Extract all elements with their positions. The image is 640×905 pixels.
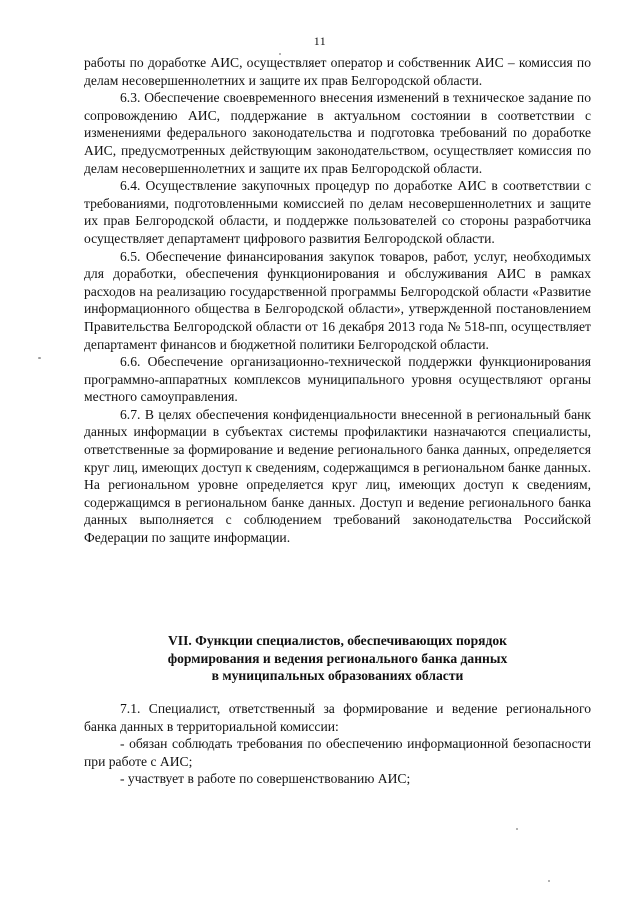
scan-speck	[38, 357, 41, 359]
paragraph-continuation: работы по доработке АИС, осуществляет оператор и собственник АИС – комиссия по делам несовершеннолетних и защите их прав Белгородской области.	[84, 55, 591, 88]
scan-speck	[516, 828, 518, 830]
scan-speck	[548, 880, 550, 882]
section-heading-line-1: VII. Функции специалистов, обеспечивающих порядок	[167, 633, 508, 648]
section-heading-line-2: формирования и ведения регионального банка данных	[167, 650, 508, 666]
section-7-body	[84, 700, 591, 788]
paragraph-6-5: 6.5. Обеспечение финансирования закупок товаров, работ, услуг, необходимых для доработки, обеспечения функционирования и обслуживания АИС в рамках расходов на реализацию государственной программы Белгородской области «Развитие информационного общества в Белгородской области», утвержденной постановлением Правительства Белгородской области от 16 декабря 2013 года № 518-пп, осуществляет департамент финансов и бюджетной политики Белгородской области.	[84, 248, 591, 352]
list-item: - обязан соблюдать требования по обеспечению информационной безопасности при работе с АИС;	[84, 736, 591, 769]
document-body	[84, 54, 591, 547]
paragraph-6-7: 6.7. В целях обеспечения конфиденциальности внесенной в региональный банк данных информации в субъектах системы профилактики назначаются специалисты, ответственные за формирование и ведение регионального банка данных, определяется круг лиц, имеющих доступ к сведениям, содержащимся в региональном банке данных. На региональном уровне определяется круг лиц, имеющих доступ к сведениям, содержащимся в региональном банке данных. Доступ и ведение регионального банка данных выполняется с соблюдением требований законодательства Российской Федерации по защите информации.	[84, 406, 591, 546]
section-heading-line-3: в муниципальных образованиях области	[211, 668, 464, 684]
paragraph-6-3: 6.3. Обеспечение своевременного внесения изменений в техническое задание по сопровождению АИС, поддержание в актуальном состоянии в соответствии с изменениями федерального законодательства и подготовка требований по доработке АИС, предусмотренных действующим законодательством, осуществляет комиссия по делам несовершеннолетних и защите их прав Белгородской области.	[84, 90, 591, 176]
list-item: - участвует в работе по совершенствованию АИС;	[120, 771, 411, 787]
page-number: 11	[313, 34, 327, 48]
scan-speck	[279, 53, 281, 55]
section-heading	[84, 632, 591, 685]
paragraph-7-1: 7.1. Специалист, ответственный за формирование и ведение регионального банка данных в территориальной комиссии:	[84, 701, 591, 734]
paragraph-6-6: 6.6. Обеспечение организационно-технической поддержки функционирования программно-аппаратных комплексов муниципального уровня осуществляют органы местного самоуправления.	[84, 354, 591, 405]
paragraph-6-4: 6.4. Осуществление закупочных процедур по доработке АИС в соответствии с требованиями, подготовленными комиссией по делам несовершеннолетних и защите их прав Белгородской области, и поддержке пользователей со стороны разработчика осуществляет департамент цифрового развития Белгородской области.	[84, 178, 591, 246]
